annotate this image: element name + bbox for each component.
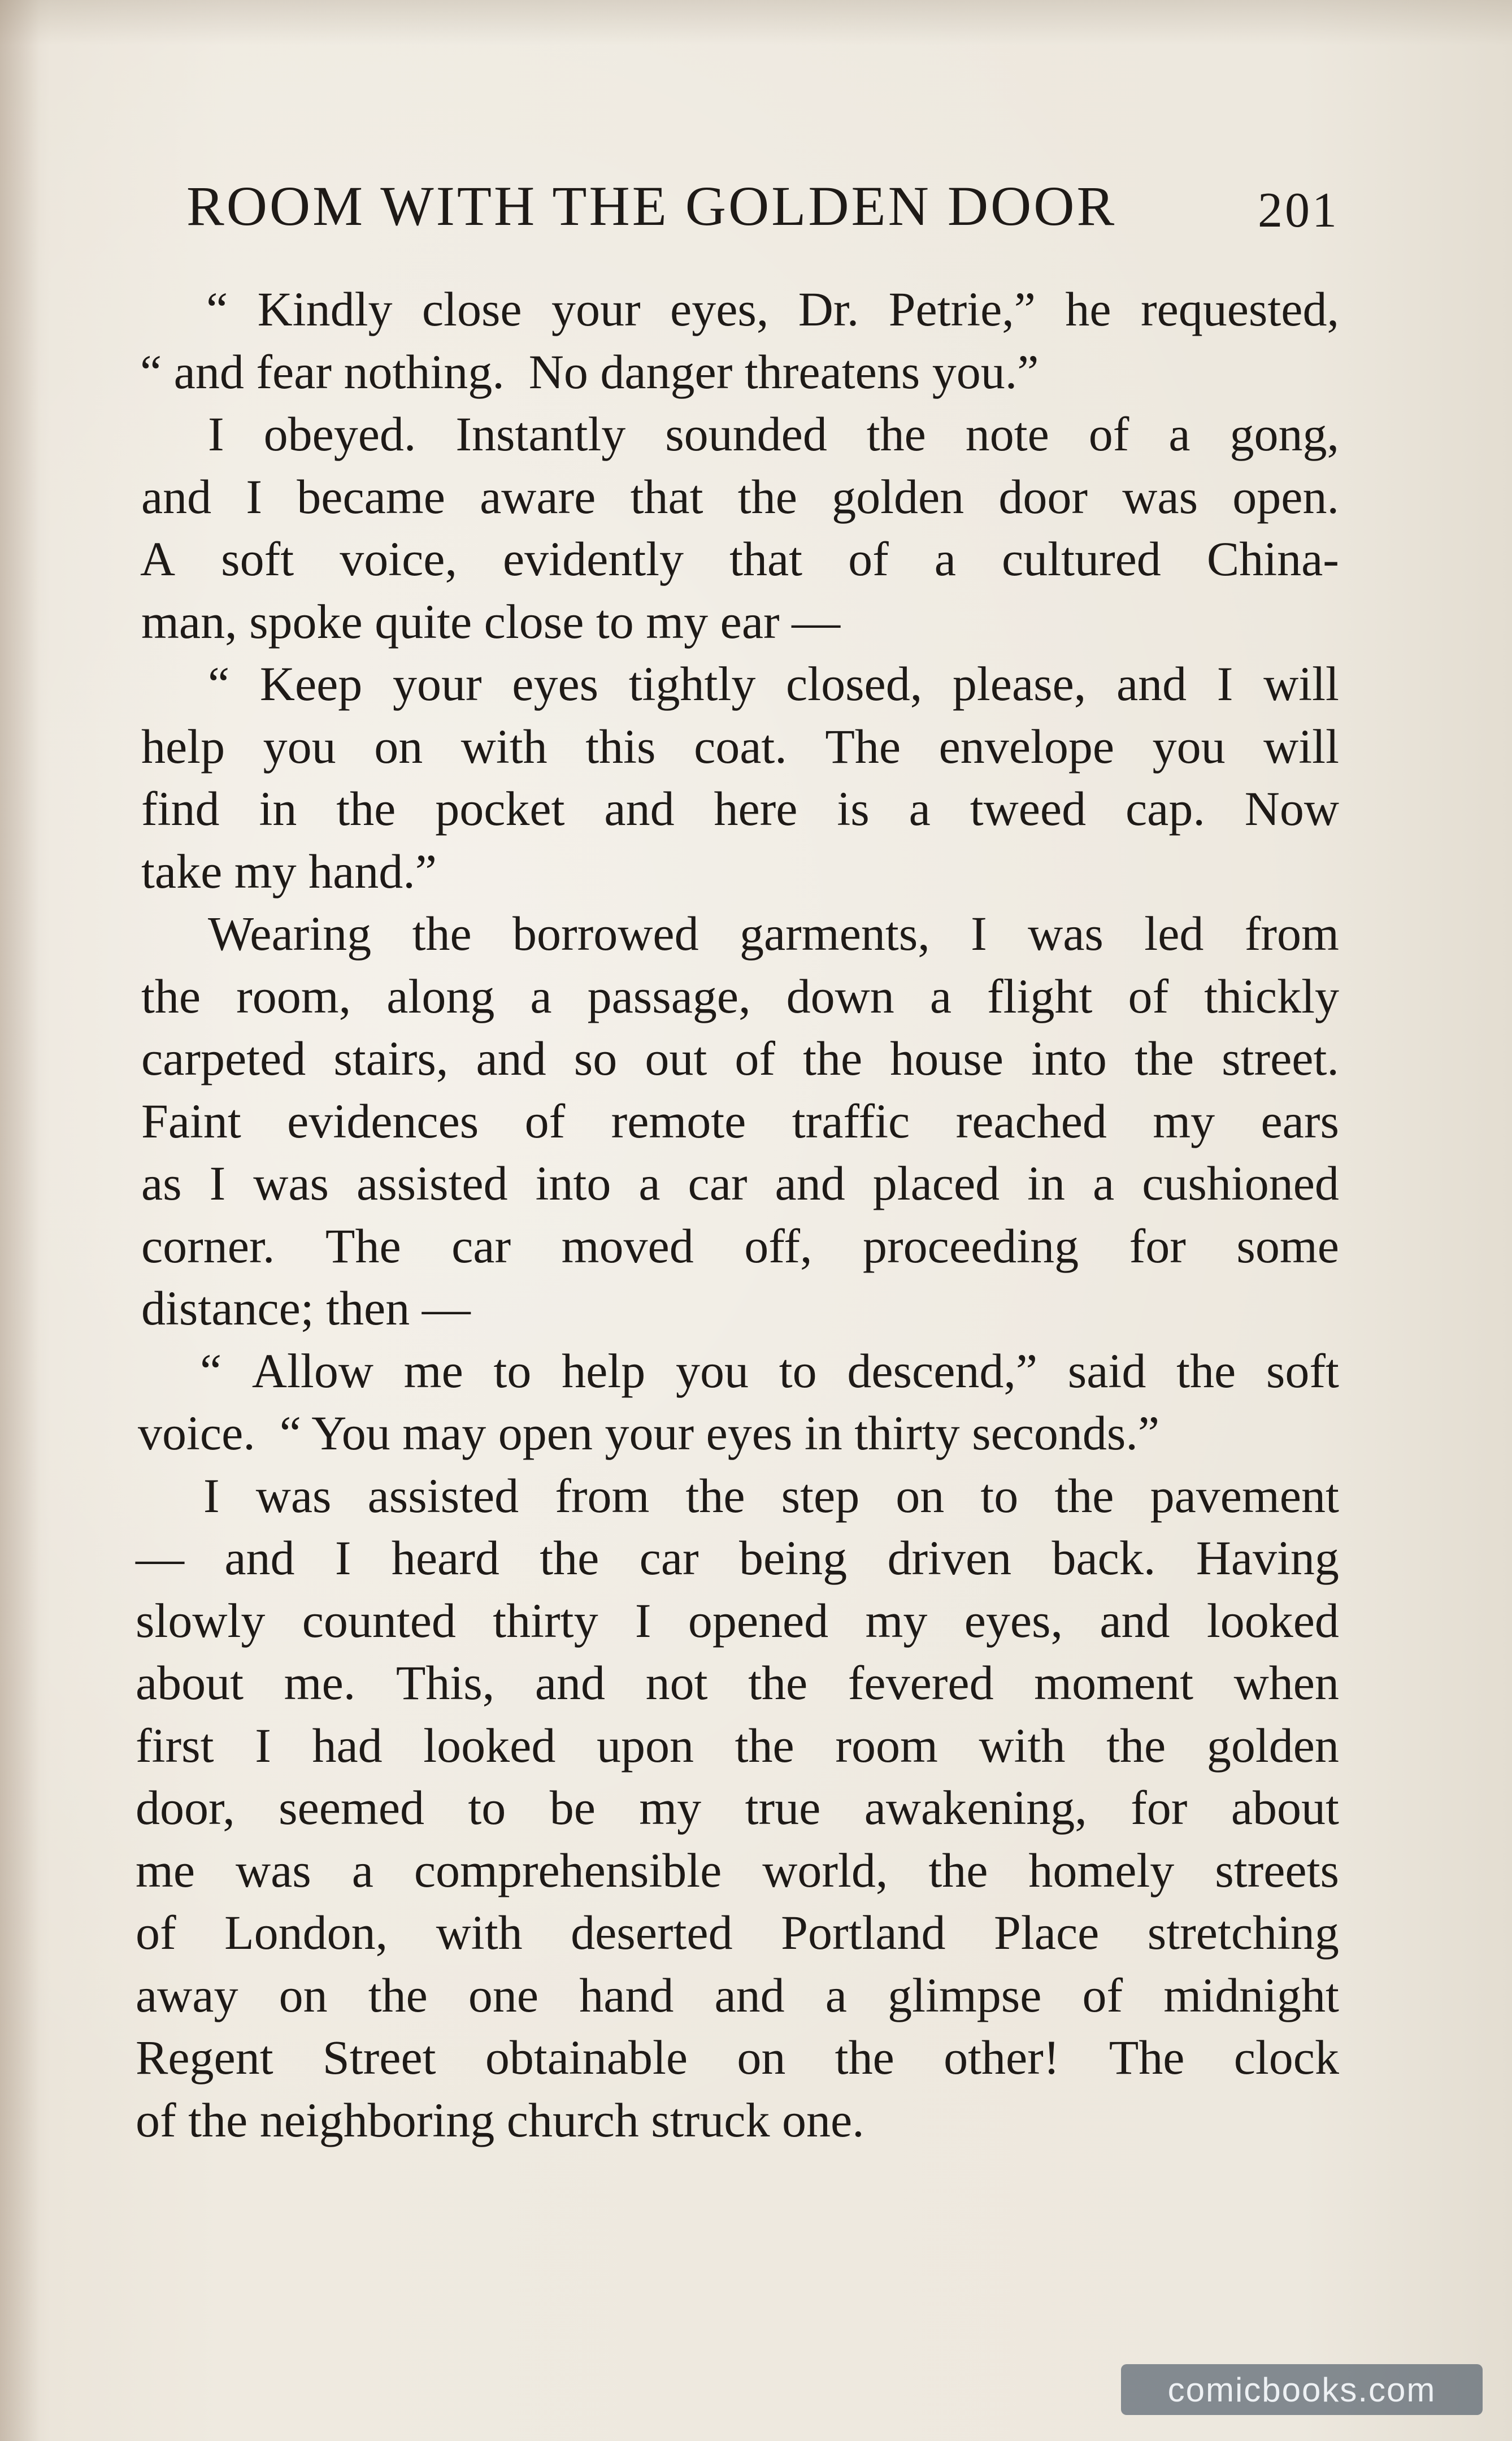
text-line: carpeted stairs, and so out of the house into the street. bbox=[141, 1031, 1339, 1085]
text-line: distance; then — bbox=[141, 1281, 471, 1335]
text-line: first I had looked upon the room with the golden bbox=[136, 1718, 1339, 1773]
text-line: corner. The car moved off, proceeding for some bbox=[141, 1218, 1339, 1273]
text-line: — and I heard the car being driven back. Having bbox=[136, 1531, 1339, 1585]
text-line: help you on with this coat. The envelope you will bbox=[141, 719, 1339, 774]
binding-shadow bbox=[0, 0, 40, 2441]
text-line: I obeyed. Instantly sounded the note of a gong, bbox=[208, 407, 1339, 461]
text-line: the room, along a passage, down a flight of thickly bbox=[141, 968, 1339, 1023]
text-line: Faint evidences of remote traffic reached my ears bbox=[141, 1093, 1339, 1148]
text-line: “ Keep your eyes tightly closed, please, and I will bbox=[208, 657, 1339, 711]
text-line: A soft voice, evidently that of a cultured China- bbox=[140, 532, 1339, 586]
text-line: of London, with deserted Portland Place stretching bbox=[136, 1905, 1339, 1960]
text-line: “ and fear nothing. No danger threatens you.” bbox=[140, 344, 1039, 399]
text-line: take my hand.” bbox=[141, 844, 437, 898]
page-header bbox=[186, 170, 1339, 243]
page-number: 201 bbox=[1258, 183, 1339, 238]
text-line: I was assisted from the step on to the pavement bbox=[203, 1468, 1339, 1523]
watermark-text: comicbooks.com bbox=[1167, 2370, 1436, 2409]
top-edge-shadow bbox=[0, 0, 1512, 45]
text-line: of the neighboring church struck one. bbox=[136, 2092, 864, 2147]
text-line: man, spoke quite close to my ear — bbox=[141, 594, 841, 649]
text-line: as I was assisted into a car and placed in a cushioned bbox=[141, 1156, 1339, 1210]
watermark-logo bbox=[1121, 2364, 1483, 2415]
text-line: door, seemed to be my true awakening, for about bbox=[136, 1780, 1339, 1835]
text-line: “ Allow me to help you to descend,” said the soft bbox=[200, 1343, 1339, 1398]
text-line: about me. This, and not the fevered moment when bbox=[136, 1656, 1339, 1710]
text-line: find in the pocket and here is a tweed cap. Now bbox=[141, 781, 1339, 836]
text-line: away on the one hand and a glimpse of midnight bbox=[136, 1967, 1339, 2022]
body-text bbox=[136, 278, 1339, 2151]
text-line: Wearing the borrowed garments, I was led from bbox=[208, 906, 1339, 961]
text-line: “ Kindly close your eyes, Dr. Petrie,” he requested, bbox=[206, 282, 1339, 336]
text-line: Regent Street obtainable on the other! The clock bbox=[136, 2030, 1339, 2084]
text-line: me was a comprehensible world, the homely streets bbox=[136, 1843, 1339, 1897]
text-line: slowly counted thirty I opened my eyes, and looked bbox=[136, 1593, 1339, 1648]
text-line: voice. “ You may open your eyes in thirty seconds.” bbox=[138, 1406, 1160, 1460]
text-line: and I became aware that the golden door was open. bbox=[141, 469, 1339, 524]
running-title: ROOM WITH THE GOLDEN DOOR bbox=[186, 175, 1117, 237]
